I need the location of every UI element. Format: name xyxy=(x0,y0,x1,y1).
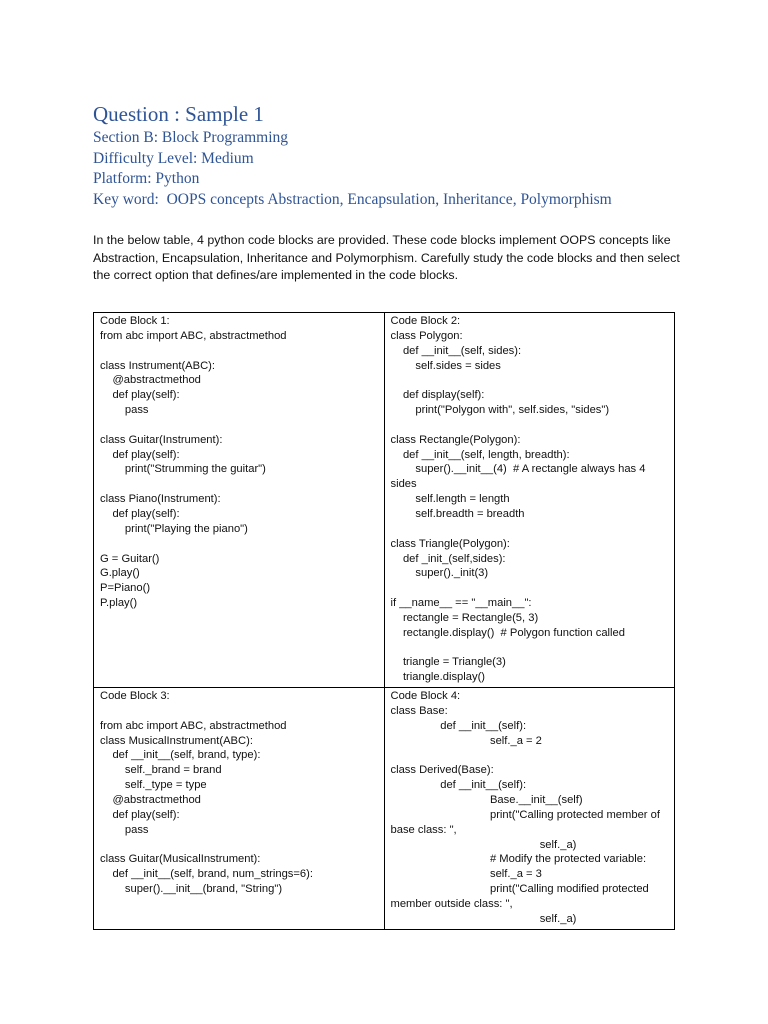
code-block-text: class Base: def __init__(self): self._a = 2 class Derived(Base): def __init__(self): Base.__init__(self) print("Calling protected member of base class: ", self._a) # Modify the protected variable: self._a = 3 print("Calling modified protected member outside class: ", self._a) xyxy=(390,704,660,925)
code-block-1-cell xyxy=(94,313,385,688)
code-block-2 xyxy=(391,314,669,685)
code-block-4 xyxy=(391,689,669,927)
question-header xyxy=(93,100,612,210)
difficulty-line: Difficulty Level: Medium xyxy=(93,149,254,167)
code-block-text: from abc import ABC, abstractmethod class Instrument(ABC): @abstractmethod def play(self): pass class Guitar(Instrument): def play(self): print("Strumming the guitar") class Piano(Instrument): def play(self): print("Playing the piano") G = Guitar() G.play() P=Piano() P.play() xyxy=(100,329,287,610)
question-title: Question : Sample 1 xyxy=(93,102,264,126)
code-block-3 xyxy=(100,689,378,927)
code-block-label: Code Block 1: xyxy=(100,315,170,327)
code-blocks-table xyxy=(93,312,675,930)
keyword-line: Key word: OOPS concepts Abstraction, Encapsulation, Inheritance, Polymorphism xyxy=(93,190,612,208)
code-block-3-cell xyxy=(94,688,385,930)
platform-line: Platform: Python xyxy=(93,170,200,187)
code-block-1 xyxy=(100,314,378,685)
table-row xyxy=(94,688,675,930)
section-line: Section B: Block Programming xyxy=(93,129,289,146)
code-block-label: Code Block 4: xyxy=(390,690,461,703)
code-block-text: from abc import ABC, abstractmethod class MusicalInstrument(ABC): def __init__(self, brand, type): self._brand = brand self._type = type @abstractmethod def play(self): pass class Guitar(MusicalInstrument): def __init__(self, brand, num_strings=6): super().__init__(brand, "String") xyxy=(100,719,313,896)
code-block-4-cell xyxy=(384,688,675,930)
code-block-label: Code Block 2: xyxy=(390,315,461,327)
code-block-label: Code Block 3: xyxy=(100,690,170,703)
code-block-text: class Polygon: def __init__(self, sides): self.sides = sides def display(self): print("Polygon with", self.sides, "sides") class Rectangle(Polygon): def __init__(self, length, breadth): super().__init__(4) # A rectangle always has 4 sides self.length = length self.breadth = breadth class Triangle(Polygon): def _init_(self,sides): super()._init(3) if __name__ == "__main__": rectangle = Rectangle(5, 3) rectangle.display() # Polygon function called triangle = Triangle(3) triangle.display() xyxy=(390,329,646,684)
table-row xyxy=(94,313,675,688)
intro-paragraph: In the below table, 4 python code blocks are provided. These code blocks implement OOPS concepts like Abstraction, Encapsulation, Inheritance and Polymorphism. Carefully study the code blocks and then select the correct option that defines/are implemented in the code blocks. xyxy=(93,233,680,283)
code-block-2-cell xyxy=(384,313,675,688)
